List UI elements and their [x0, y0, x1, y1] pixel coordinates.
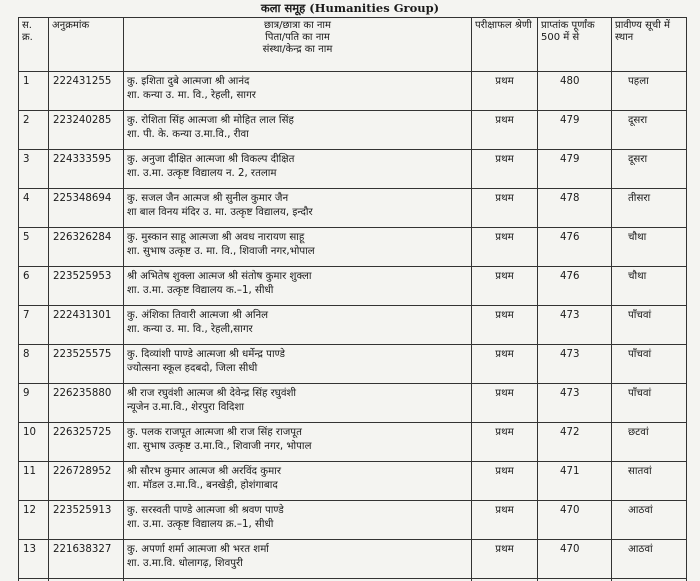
row-school-name: शा. उ.मा. उत्कृष्ट विद्यालय क्र.–1, सीधी: [127, 519, 274, 530]
table-row: [19, 423, 687, 462]
row-roll-number: 226326284: [49, 228, 124, 267]
row-school-name: शा. पी. के. कन्या उ.मा.वि., रीवा: [127, 129, 249, 140]
row-division: प्रथम: [472, 72, 538, 111]
table-row: [19, 384, 687, 423]
table-row: [19, 267, 687, 306]
row-sno: 4: [19, 189, 49, 228]
row-position: आठवां: [612, 501, 687, 540]
row-name-details: [124, 306, 472, 345]
row-position: दूसरा: [612, 111, 687, 150]
row-position: चौथा: [612, 267, 687, 306]
row-roll-number: 225348694: [49, 189, 124, 228]
row-student-name: कु. अंशिका तिवारी आत्मजा श्री अनिल: [127, 310, 269, 321]
row-position: सातवां: [612, 462, 687, 501]
row-name-details: [124, 267, 472, 306]
row-division: प्रथम: [472, 384, 538, 423]
row-marks: 470: [538, 501, 612, 540]
header-sno: स. क्र.: [19, 18, 49, 72]
table-row: [19, 228, 687, 267]
row-student-name: कु. मुस्कान साहू आत्मजा श्री अवध नारायण साहू: [127, 232, 305, 243]
table-row: [19, 462, 687, 501]
row-marks: 470: [538, 540, 612, 579]
row-name-details: [124, 384, 472, 423]
row-sno: 9: [19, 384, 49, 423]
row-school-name: शा बाल विनय मंदिर उ. मा. उत्कृष्ट विद्यालय, इन्दौर: [127, 207, 313, 218]
page-title: कला समूह (Humanities Group): [260, 1, 440, 15]
header-position: प्रावीण्य सूची में स्थान: [612, 18, 687, 72]
table-row: [19, 72, 687, 111]
row-roll-number: 221638327: [49, 540, 124, 579]
row-sno: 6: [19, 267, 49, 306]
row-marks: 476: [538, 228, 612, 267]
row-roll-number: 222431301: [49, 306, 124, 345]
row-name-details: [124, 462, 472, 501]
row-roll-number: 226235880: [49, 384, 124, 423]
row-sno: 7: [19, 306, 49, 345]
row-student-name: कु. अपर्णा शर्मा आत्मजा श्री भरत शर्मा: [127, 544, 269, 555]
row-division: प्रथम: [472, 345, 538, 384]
row-student-name: कु. अनुजा दीक्षित आत्मजा श्री विकल्प दीक्षित: [127, 154, 295, 165]
row-marks: 480: [538, 72, 612, 111]
row-division: प्रथम: [472, 111, 538, 150]
row-student-name: कु. सजल जैन आत्मज श्री सुनील कुमार जैन: [127, 193, 289, 204]
row-roll-number: 223525953: [49, 267, 124, 306]
table-row: [19, 189, 687, 228]
row-name-details: [124, 540, 472, 579]
row-school-name: शा. उ.मा. उत्कृष्ट विद्यालय क.–1, सीधी: [127, 285, 274, 296]
header-roll: अनुक्रमांक: [49, 18, 124, 72]
row-student-name: श्री राज रघुवंशी आत्मज श्री देवेन्द्र सिंह रघुवंशी: [127, 388, 297, 399]
row-sno: 10: [19, 423, 49, 462]
row-division: प्रथम: [472, 501, 538, 540]
header-marks: प्राप्तांक पूर्णांक 500 में से: [538, 18, 612, 72]
row-division: प्रथम: [472, 306, 538, 345]
row-marks: 471: [538, 462, 612, 501]
header-name-line2: पिता/पति का नाम: [265, 32, 330, 43]
row-position: आठवां: [612, 540, 687, 579]
row-sno: 13: [19, 540, 49, 579]
row-marks: 479: [538, 150, 612, 189]
merit-list-table: [18, 17, 687, 581]
row-student-name: कु. सरस्वती पाण्डे आत्मजा श्री श्रवण पाण्डे: [127, 505, 284, 516]
row-division: प्रथम: [472, 228, 538, 267]
row-position: पहला: [612, 72, 687, 111]
row-division: प्रथम: [472, 189, 538, 228]
row-position: छटवां: [612, 423, 687, 462]
header-name-line1: छात्र/छात्रा का नाम: [264, 20, 331, 31]
row-school-name: शा. सुभाष उत्कृष्ट उ.मा.वि., शिवाजी नगर, भोपाल: [127, 441, 312, 452]
table-header-row: [19, 18, 687, 72]
row-sno: 8: [19, 345, 49, 384]
header-name: [124, 18, 472, 72]
row-position: पाँचवां: [612, 384, 687, 423]
row-sno: 3: [19, 150, 49, 189]
row-sno: 12: [19, 501, 49, 540]
row-roll-number: 226728952: [49, 462, 124, 501]
table-row: [19, 111, 687, 150]
row-marks: 472: [538, 423, 612, 462]
row-sno: 11: [19, 462, 49, 501]
header-name-line3: संस्था/केन्द्र का नाम: [262, 44, 333, 55]
row-student-name: कु. इशिता दुबे आत्मजा श्री आनंद: [127, 76, 250, 87]
row-division: प्रथम: [472, 462, 538, 501]
row-roll-number: 226325725: [49, 423, 124, 462]
row-sno: 1: [19, 72, 49, 111]
row-division: प्रथम: [472, 423, 538, 462]
table-body: [19, 72, 687, 581]
row-roll-number: 223525913: [49, 501, 124, 540]
row-marks: 473: [538, 384, 612, 423]
row-sno: 2: [19, 111, 49, 150]
row-marks: 473: [538, 306, 612, 345]
row-position: दूसरा: [612, 150, 687, 189]
row-school-name: न्यूजेन उ.मा.वि., शेरपुरा विदिशा: [127, 402, 245, 413]
table-row: [19, 306, 687, 345]
row-name-details: [124, 150, 472, 189]
row-roll-number: 222431255: [49, 72, 124, 111]
row-student-name: श्री अभितेष शुक्ला आत्मज श्री संतोष कुमार शुक्ला: [127, 271, 312, 282]
row-position: चौथा: [612, 228, 687, 267]
row-marks: 476: [538, 267, 612, 306]
row-school-name: शा. मॉडल उ.मा.वि., बनखेड़ी, होशंगाबाद: [127, 480, 278, 491]
table-row: [19, 501, 687, 540]
row-position: पाँचवां: [612, 345, 687, 384]
row-position: पाँचवां: [612, 306, 687, 345]
row-name-details: [124, 189, 472, 228]
row-roll-number: 224333595: [49, 150, 124, 189]
row-name-details: [124, 345, 472, 384]
row-school-name: शा. कन्या उ. मा. वि., रेहली, सागर: [127, 90, 256, 101]
row-name-details: [124, 72, 472, 111]
row-marks: 479: [538, 111, 612, 150]
row-marks: 478: [538, 189, 612, 228]
row-school-name: ज्योत्सना स्कूल हदबदो, जिला सीधी: [127, 363, 258, 374]
table-row: [19, 345, 687, 384]
row-division: प्रथम: [472, 267, 538, 306]
row-sno: 5: [19, 228, 49, 267]
row-name-details: [124, 423, 472, 462]
row-position: तीसरा: [612, 189, 687, 228]
row-name-details: [124, 111, 472, 150]
row-student-name: श्री सौरभ कुमार आत्मज श्री अरविंद कुमार: [127, 466, 282, 477]
row-school-name: शा. सुभाष उत्कृष्ट उ. मा. वि., शिवाजी नगर,भोपाल: [127, 246, 315, 257]
row-student-name: कु. पलक राजपूत आत्मजा श्री राज सिंह राजपूत: [127, 427, 302, 438]
row-roll-number: 223525575: [49, 345, 124, 384]
header-division: परीक्षाफल श्रेणी: [472, 18, 538, 72]
row-student-name: कु. दिव्यांशी पाण्डे आत्मजा श्री धर्मेन्द्र पाण्डे: [127, 349, 285, 360]
row-name-details: [124, 501, 472, 540]
row-marks: 473: [538, 345, 612, 384]
row-name-details: [124, 228, 472, 267]
table-row: [19, 540, 687, 579]
row-student-name: कु. रोशिता सिंह आत्मजा श्री मोहित लाल सिंह: [127, 115, 294, 126]
row-division: प्रथम: [472, 540, 538, 579]
table-row: [19, 150, 687, 189]
row-roll-number: 223240285: [49, 111, 124, 150]
row-school-name: शा. कन्या उ. मा. वि., रेहली,सागर: [127, 324, 253, 335]
row-school-name: शा. उ.मा.वि. धोलागढ़, शिवपुरी: [127, 558, 243, 569]
row-division: प्रथम: [472, 150, 538, 189]
row-school-name: शा. उ.मा. उत्कृष्ट विद्यालय न. 2, रतलाम: [127, 168, 277, 179]
